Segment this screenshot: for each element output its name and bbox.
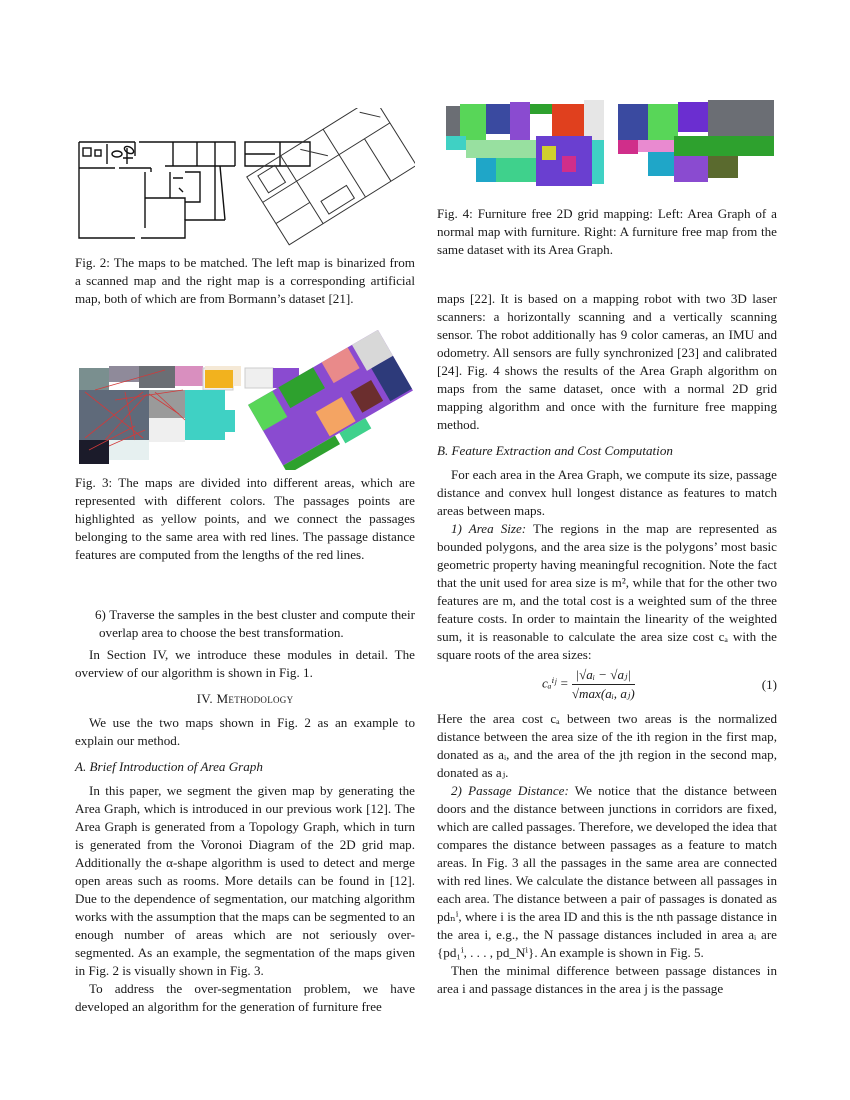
furniture-free-map-area-graph: [618, 100, 774, 182]
para-a2: To address the over-segmentation problem, we have developed an algorithm for the generation of furniture free: [75, 981, 415, 1014]
eq-label: (1): [761, 677, 777, 692]
sub2-title: 2) Passage Distance:: [451, 783, 569, 798]
eq-lhs: cₐⁱʲ =: [542, 675, 569, 691]
equation-body: [542, 666, 635, 703]
fig4-caption: Fig. 4: Furniture free 2D grid mapping: Left: Area Graph of a normal map with furniture. Right: A furniture free map from the same dataset with its Area Graph.: [437, 206, 777, 257]
eq-fraction: [572, 666, 635, 703]
right-body: [437, 290, 777, 998]
normal-map-area-graph: [446, 100, 604, 186]
eq-numerator: |√aᵢ − √aⱼ|: [572, 666, 635, 685]
fig2-caption: Fig. 2: The maps to be matched. The left map is binarized from a scanned map and the right map is a corresponding artificial map, both of which are from Bormann’s dataset [21].: [75, 255, 415, 306]
fig3-caption: Fig. 3: The maps are divided into different areas, which are represented with different colors. The passages points are highlighted as yellow points, and we connect the passages belonging to the same area with red lines. The passage distance features are computed from the lengths of the red lines.: [75, 475, 415, 562]
fig2-maps: [75, 108, 415, 248]
artificial-map: [247, 108, 415, 245]
para-overview: In Section IV, we introduce these modules in detail. The overview of our algorithm is shown in Fig. 1.: [75, 647, 415, 680]
scanned-map: [79, 142, 310, 238]
segmented-artificial-map: [248, 330, 415, 470]
fig4-image: [442, 96, 782, 196]
equation-1: [437, 664, 777, 710]
para-b1: For each area in the Area Graph, we compute its size, passage distance and convex hull longest distance as features to match areas between maps.: [437, 467, 777, 518]
para-maps: maps [22]. It is based on a mapping robot with two 3D laser scanners: a horizontally scanning and a vertically scanning sensor. The robot additionally has 9 color cameras, an IMU and odometry. All sensors are fully synchronized [23] and calibrated [24]. Fig. 4 shows the results of the Area Graph algorithm on maps from the same dataset, once with a normal 2D grid mapping algorithm and once with the furniture free mapping method.: [437, 291, 777, 432]
eq-denominator: √max(aᵢ, aⱼ): [571, 686, 635, 701]
para-b4: We notice that the distance between doors and the distance between junctions in corridors are fixed, which are called passages. Therefore, we developed the idea that compares the distance between passages as a feature to match areas. In Fig. 3 all the passages in the same area are connected with red lines. We calculate the distance between all passages in each area. The distance between a pair of passages is donated as pdₙⁱ, where i is the area ID and this is the nth passage distance in the area i, e.g., the N passage distances included in area aᵢ are {pd₁ⁱ, . . . , pd_Nⁱ}. An example is shown in Fig. 5.: [437, 783, 777, 960]
para-b3: Here the area cost cₐ between two areas is the normalized distance between the area size of the ith region in the first map, donated as aᵢ, and the area of the jth region in the second map, donated as aⱼ.: [437, 711, 777, 780]
section-title: IV. Methodology: [196, 691, 294, 706]
para-b2: The regions in the map are represented as bounded polygons, and the area size is the polygons’ most basic geometric property having meaningful recognition. Note the fact that the unit used for area size is m², while that for the other two features are m, and the total cost is a weighted sum of the three feature costs. In order to maintain the linearity of the weighted sum, it is reasonable to calculate the area size cost cₐ with the square roots of the area sizes:: [437, 521, 777, 662]
fig4-furniture-maps: [442, 96, 782, 196]
left-body: [75, 606, 415, 1016]
para-intro: We use the two maps shown in Fig. 2 as an example to explain our method.: [75, 715, 415, 748]
subsection-b: B. Feature Extraction and Cost Computation: [437, 443, 673, 458]
fig2-image: [75, 108, 415, 248]
list-item-6: 6) Traverse the samples in the best cluster and compute their overlap area to choose the best transformation.: [95, 607, 415, 640]
sub1-title: 1) Area Size:: [451, 521, 527, 536]
para-b5: Then the minimal difference between passage distances in area i and passage distances in the area j is the passage: [437, 963, 777, 996]
subsection-a: A. Brief Introduction of Area Graph: [75, 759, 263, 774]
para-a1: In this paper, we segment the given map by generating the Area Graph, which is introduced in our previous work [12]. The Area Graph is generated from a Topology Graph, which in turn is generated from the Voronoi Diagram of the 2D grid map. Additionally the α-shape algorithm is used to detect and merge open areas such as rooms. More details can be found in [12]. Due to the dependence of segmentation, our matching algorithm works with the assumption that the maps can be segmented to an enough number of areas which are not seriously over-segmented. As an example, the segmentation of the maps given in Fig. 2 is visually shown in Fig. 3.: [75, 783, 415, 978]
para-b2-block: [437, 520, 777, 664]
fig3-segmented-maps: [75, 330, 415, 470]
fig3-image: [75, 330, 415, 470]
para-b4-block: [437, 782, 777, 962]
